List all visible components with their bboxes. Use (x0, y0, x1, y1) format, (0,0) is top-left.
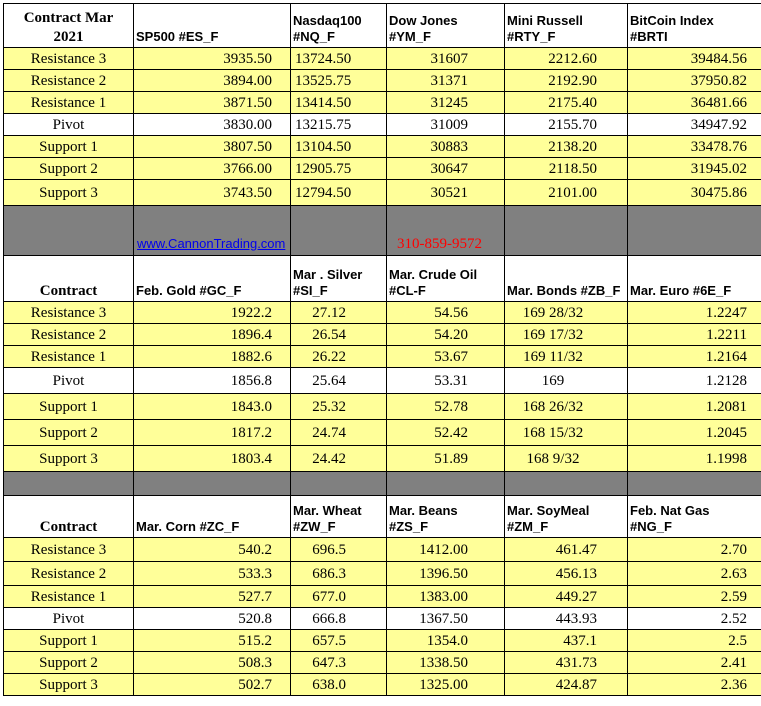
cell-value: 30647 (387, 158, 505, 180)
cell-value: 51.89 (387, 446, 505, 472)
cell-value: 34947.92 (628, 114, 761, 136)
cell-value: 1396.50 (387, 562, 505, 586)
cell-value: 666.8 (291, 608, 387, 630)
row-label: Support 2 (4, 420, 134, 446)
section2-col-header (628, 256, 761, 302)
row-label: Resistance 2 (4, 562, 134, 586)
separator-row (4, 472, 761, 496)
cell-value: 24.42 (291, 446, 387, 472)
separator-cell (628, 206, 761, 256)
cell-value: 33478.76 (628, 136, 761, 158)
cell-value: 30521 (387, 180, 505, 206)
cell-value: 1.1998 (628, 446, 761, 472)
table-row (4, 324, 761, 346)
row-label: Support 1 (4, 630, 134, 652)
row-label: Support 2 (4, 158, 134, 180)
cell-value: 3743.50 (134, 180, 291, 206)
section3-header-row (4, 496, 761, 538)
cell-value: 2101.00 (505, 180, 628, 206)
cell-value: 31009 (387, 114, 505, 136)
col-header-line1: Dow Jones (389, 13, 458, 28)
cell-value: 540.2 (134, 538, 291, 562)
cell-value: 2118.50 (505, 158, 628, 180)
row-label: Pivot (4, 608, 134, 630)
col-header-line2: #BRTI (630, 29, 668, 44)
section3-contract-label: Contract (4, 496, 134, 538)
cell-value: 30475.86 (628, 180, 761, 206)
col-header-line2: #ZS_F (389, 519, 429, 534)
table-row (4, 586, 761, 608)
separator-cell (134, 472, 291, 496)
cell-value: 24.74 (291, 420, 387, 446)
col-header-line1: Feb. Nat Gas (630, 503, 710, 518)
row-label: Resistance 3 (4, 48, 134, 70)
cell-value: 168 9/32 (505, 446, 628, 472)
row-label: Support 3 (4, 446, 134, 472)
cell-value: 1843.0 (134, 394, 291, 420)
cell-value: 677.0 (291, 586, 387, 608)
cell-value: 2192.90 (505, 70, 628, 92)
row-label: Resistance 1 (4, 346, 134, 368)
cell-value: 2.52 (628, 608, 761, 630)
row-label: Resistance 3 (4, 538, 134, 562)
cell-value: 461.47 (505, 538, 628, 562)
cell-value: 456.13 (505, 562, 628, 586)
cell-value: 1.2164 (628, 346, 761, 368)
cell-value: 424.87 (505, 674, 628, 696)
table-row (4, 302, 761, 324)
cell-value: 168 15/32 (505, 420, 628, 446)
table-row (4, 538, 761, 562)
cell-value: 1882.6 (134, 346, 291, 368)
cell-value: 168 26/32 (505, 394, 628, 420)
section1-col-header (291, 4, 387, 48)
separator-cell (505, 472, 628, 496)
col-header-line1: Mar. SoyMeal (507, 503, 590, 518)
col-header-line2: #SI_F (293, 283, 328, 298)
table-row (4, 114, 761, 136)
cell-value: 1325.00 (387, 674, 505, 696)
cell-value: 2.41 (628, 652, 761, 674)
table-row (4, 630, 761, 652)
separator-cell (291, 472, 387, 496)
row-label: Resistance 2 (4, 324, 134, 346)
table-row (4, 70, 761, 92)
table-row (4, 652, 761, 674)
section2-col-header (291, 256, 387, 302)
cell-value: 13525.75 (291, 70, 387, 92)
cell-value: 2212.60 (505, 48, 628, 70)
separator-cell (4, 206, 134, 256)
cell-value: 26.54 (291, 324, 387, 346)
cell-value: 13414.50 (291, 92, 387, 114)
separator-cell (4, 472, 134, 496)
table-row (4, 394, 761, 420)
cell-value: 12905.75 (291, 158, 387, 180)
cell-value: 37950.82 (628, 70, 761, 92)
cell-value: 3807.50 (134, 136, 291, 158)
cell-value: 3830.00 (134, 114, 291, 136)
cell-value: 169 17/32 (505, 324, 628, 346)
col-header-line2: #CL-F (389, 283, 426, 298)
cell-value: 2175.40 (505, 92, 628, 114)
cell-value: 13215.75 (291, 114, 387, 136)
table-row (4, 180, 761, 206)
cell-value: 437.1 (505, 630, 628, 652)
section3-col-header (291, 496, 387, 538)
section2-col-header (387, 256, 505, 302)
section1-label-line2: 2021 (53, 29, 84, 45)
col-header-line2: #NG_F (630, 519, 672, 534)
cell-value: 13724.50 (291, 48, 387, 70)
cell-value: 25.64 (291, 368, 387, 394)
cell-value: 52.78 (387, 394, 505, 420)
cell-value: 533.3 (134, 562, 291, 586)
cell-value: 1817.2 (134, 420, 291, 446)
cell-value: 527.7 (134, 586, 291, 608)
cell-value: 1338.50 (387, 652, 505, 674)
table-row (4, 368, 761, 394)
table-row (4, 158, 761, 180)
cell-value: 1896.4 (134, 324, 291, 346)
cell-value: 2.5 (628, 630, 761, 652)
col-header-line1: Mar. Beans (389, 503, 458, 518)
cell-value: 1803.4 (134, 446, 291, 472)
cell-value: 26.22 (291, 346, 387, 368)
cell-value: 520.8 (134, 608, 291, 630)
col-header-line1: Mar. Crude Oil (389, 267, 478, 282)
table-row (4, 136, 761, 158)
col-header-line1: SP500 #ES_F (136, 29, 219, 44)
col-header-line1: Mar . Silver (293, 267, 363, 282)
col-header-line2: #ZW_F (293, 519, 336, 534)
separator-cell (291, 206, 387, 256)
cell-value: 30883 (387, 136, 505, 158)
col-header-line2: #NQ_F (293, 29, 335, 44)
section1-col-header (505, 4, 628, 48)
section2-col-header (505, 256, 628, 302)
section2-col-header (134, 256, 291, 302)
cell-value: 515.2 (134, 630, 291, 652)
row-label: Resistance 1 (4, 586, 134, 608)
section2-header-row (4, 256, 761, 302)
section1-col-header (387, 4, 505, 48)
phone-number: 310-859-9572 (387, 206, 505, 256)
cell-value: 27.12 (291, 302, 387, 324)
separator-cell (387, 472, 505, 496)
separator-cell (628, 472, 761, 496)
row-label: Support 1 (4, 136, 134, 158)
cell-value: 2138.20 (505, 136, 628, 158)
pivot-levels-table (3, 3, 761, 696)
col-header-line1: Mini Russell (507, 13, 583, 28)
cell-value: 2.63 (628, 562, 761, 586)
row-label: Resistance 3 (4, 302, 134, 324)
cell-value: 1.2128 (628, 368, 761, 394)
cell-value: 52.42 (387, 420, 505, 446)
col-header-line2: #YM_F (389, 29, 431, 44)
cell-value: 1.2247 (628, 302, 761, 324)
website-link[interactable]: www.CannonTrading.com (134, 206, 291, 256)
row-label: Pivot (4, 114, 134, 136)
col-header-line1: Mar. Wheat (293, 503, 362, 518)
cell-value: 3894.00 (134, 70, 291, 92)
cell-value: 2.70 (628, 538, 761, 562)
cell-value: 169 28/32 (505, 302, 628, 324)
col-header-line1: Feb. Gold #GC_F (136, 283, 242, 298)
section1-col-header (134, 4, 291, 48)
table-row (4, 92, 761, 114)
cell-value: 1.2045 (628, 420, 761, 446)
section1-label-line1: Contract Mar (23, 10, 114, 26)
cell-value: 1412.00 (387, 538, 505, 562)
cell-value: 1383.00 (387, 586, 505, 608)
section3-col-header (505, 496, 628, 538)
cell-value: 502.7 (134, 674, 291, 696)
cell-value: 36481.66 (628, 92, 761, 114)
row-label: Pivot (4, 368, 134, 394)
row-label: Support 2 (4, 652, 134, 674)
cell-value: 31371 (387, 70, 505, 92)
cell-value: 3935.50 (134, 48, 291, 70)
cell-value: 12794.50 (291, 180, 387, 206)
cell-value: 169 11/32 (505, 346, 628, 368)
col-header-line2: #RTY_F (507, 29, 556, 44)
section1-contract-label (4, 4, 134, 48)
cell-value: 169 (505, 368, 628, 394)
section3-col-header (134, 496, 291, 538)
cell-value: 431.73 (505, 652, 628, 674)
table-row (4, 674, 761, 696)
separator-row (4, 206, 761, 256)
table-row (4, 562, 761, 586)
cell-value: 31945.02 (628, 158, 761, 180)
row-label: Resistance 2 (4, 70, 134, 92)
cell-value: 1922.2 (134, 302, 291, 324)
table-row (4, 346, 761, 368)
col-header-line1: BitCoin Index (630, 13, 714, 28)
cell-value: 449.27 (505, 586, 628, 608)
table-row (4, 446, 761, 472)
cell-value: 1.2211 (628, 324, 761, 346)
section1-header-row (4, 4, 761, 48)
cell-value: 443.93 (505, 608, 628, 630)
cell-value: 638.0 (291, 674, 387, 696)
cell-value: 53.31 (387, 368, 505, 394)
col-header-line1: Mar. Bonds #ZB_F (507, 283, 621, 298)
separator-cell (505, 206, 628, 256)
cell-value: 508.3 (134, 652, 291, 674)
cell-value: 3871.50 (134, 92, 291, 114)
cell-value: 31245 (387, 92, 505, 114)
cell-value: 647.3 (291, 652, 387, 674)
row-label: Support 1 (4, 394, 134, 420)
section1-col-header (628, 4, 761, 48)
cell-value: 1856.8 (134, 368, 291, 394)
col-header-line2: #ZM_F (507, 519, 549, 534)
table-row (4, 48, 761, 70)
cell-value: 54.56 (387, 302, 505, 324)
cell-value: 1354.0 (387, 630, 505, 652)
cell-value: 2155.70 (505, 114, 628, 136)
cell-value: 25.32 (291, 394, 387, 420)
cell-value: 1.2081 (628, 394, 761, 420)
cell-value: 31607 (387, 48, 505, 70)
cell-value: 13104.50 (291, 136, 387, 158)
cell-value: 2.36 (628, 674, 761, 696)
table-row (4, 608, 761, 630)
col-header-line1: Mar. Corn #ZC_F (136, 519, 240, 534)
cell-value: 53.67 (387, 346, 505, 368)
cell-value: 686.3 (291, 562, 387, 586)
col-header-line1: Mar. Euro #6E_F (630, 283, 732, 298)
cell-value: 39484.56 (628, 48, 761, 70)
table-row (4, 420, 761, 446)
cell-value: 3766.00 (134, 158, 291, 180)
cell-value: 696.5 (291, 538, 387, 562)
cell-value: 2.59 (628, 586, 761, 608)
cell-value: 1367.50 (387, 608, 505, 630)
row-label: Resistance 1 (4, 92, 134, 114)
section2-contract-label: Contract (4, 256, 134, 302)
cell-value: 54.20 (387, 324, 505, 346)
row-label: Support 3 (4, 674, 134, 696)
section3-col-header (387, 496, 505, 538)
section3-col-header (628, 496, 761, 538)
cell-value: 657.5 (291, 630, 387, 652)
col-header-line1: Nasdaq100 (293, 13, 362, 28)
row-label: Support 3 (4, 180, 134, 206)
